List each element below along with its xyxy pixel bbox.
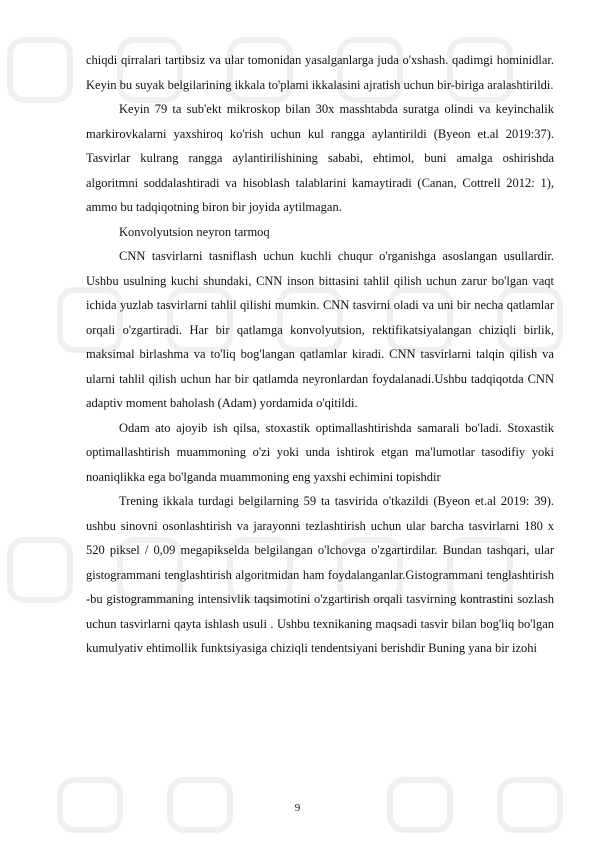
page-number: 9 (294, 802, 301, 814)
paragraph-training: Trening ikkala turdagi belgilarning 59 ta tasvirida o'tkazildi (Byeon et.al 2019: 39). ushbu sinovni osonlashtirish va jarayonni tezlashtirish uchun ular barcha tasvirlarni 180 x 520 piksel / 0,09 megapikselda belgilangan o'lchovga o'zgartirdilar. Bundan tashqari, ular gistogrammani tenglashtirish algoritmidan ham foydalanganlar.Gistogrammani tenglashtirish -bu gistogrammaning intensivlik taqsimotini o'zgartirish orqali tasvirning kontrastini sozlash uchun tasvirlarni qayta ishlash usuli . Ushbu texnikaning maqsadi tasvir bilan bog'liq bo'lgan kumulyativ ehtimollik funktsiyasiga chiziqli tendentsiyani berishdir Buning yana bir izohi (86, 494, 554, 655)
paragraph-adam: Odam ato ajoyib ish qilsa, stoxastik optimallashtirishda samarali bo'ladi. Stoxastik optimallashtirish muammoning o'zi yoki unda ishtirok etgan ma'lumotlar tasodifiy yoki noaniqlikka ega bo'lganda muammoning eng yaxshi echimini topishdir (86, 420, 554, 484)
section-heading-cnn: Konvolyutsion neyron tarmoq (119, 224, 270, 239)
paragraph-cnn: CNN tasvirlarni tasniflash uchun kuchli chuqur o'rganishga asoslangan usullardir. Ushbu usulning kuchi shundaki, CNN inson bittasini tahlil qilish uchun zarur bo'lgan vaqt ichida yuzlab tasvirlarni tahlil qilishi mumkin. CNN tasvirni oladi va uni bir necha qatlamlar orqali o'zgartiradi. Har bir qatlamga konvolyutsion, rektifikatsiyalangan chiziqli birlik, maksimal birlashma va to'liq bog'langan qatlamlar kiradi. CNN tasvirlarni talqin qilish va ularni tahlil qilish uchun har bir qatlamda neyronlardan foydalanadi.Ushbu tadqiqotda CNN adaptiv moment baholash (Adam) yordamida o'qitildi. (86, 249, 554, 410)
body-text (86, 48, 554, 661)
paragraph-continuation: chiqdi qirralari tartibsiz va ular tomonidan yasalganlarga juda o'xshash. qadimgi hominidlar. Keyin bu suyak belgilarining ikkala to'plami ikkalasini ajratish uchun bir-biriga aralashtirildi. (86, 53, 554, 92)
paragraph-microscope: Keyin 79 ta sub'ekt mikroskop bilan 30x masshtabda suratga olindi va keyinchalik markirovkalarni yaxshiroq ko'rish uchun kul rangga aylantirildi (Byeon et.al 2019:37). Tasvirlar kulrang rangga aylantirilishining sababi, ehtimol, buni amalga oshirishda algoritmni soddalashtiradi va hisoblash talablarini kamaytiradi (Canan, Cottrell 2012: 1), ammo bu tadqiqotning biron bir joyida aytilmagan. (86, 102, 554, 214)
